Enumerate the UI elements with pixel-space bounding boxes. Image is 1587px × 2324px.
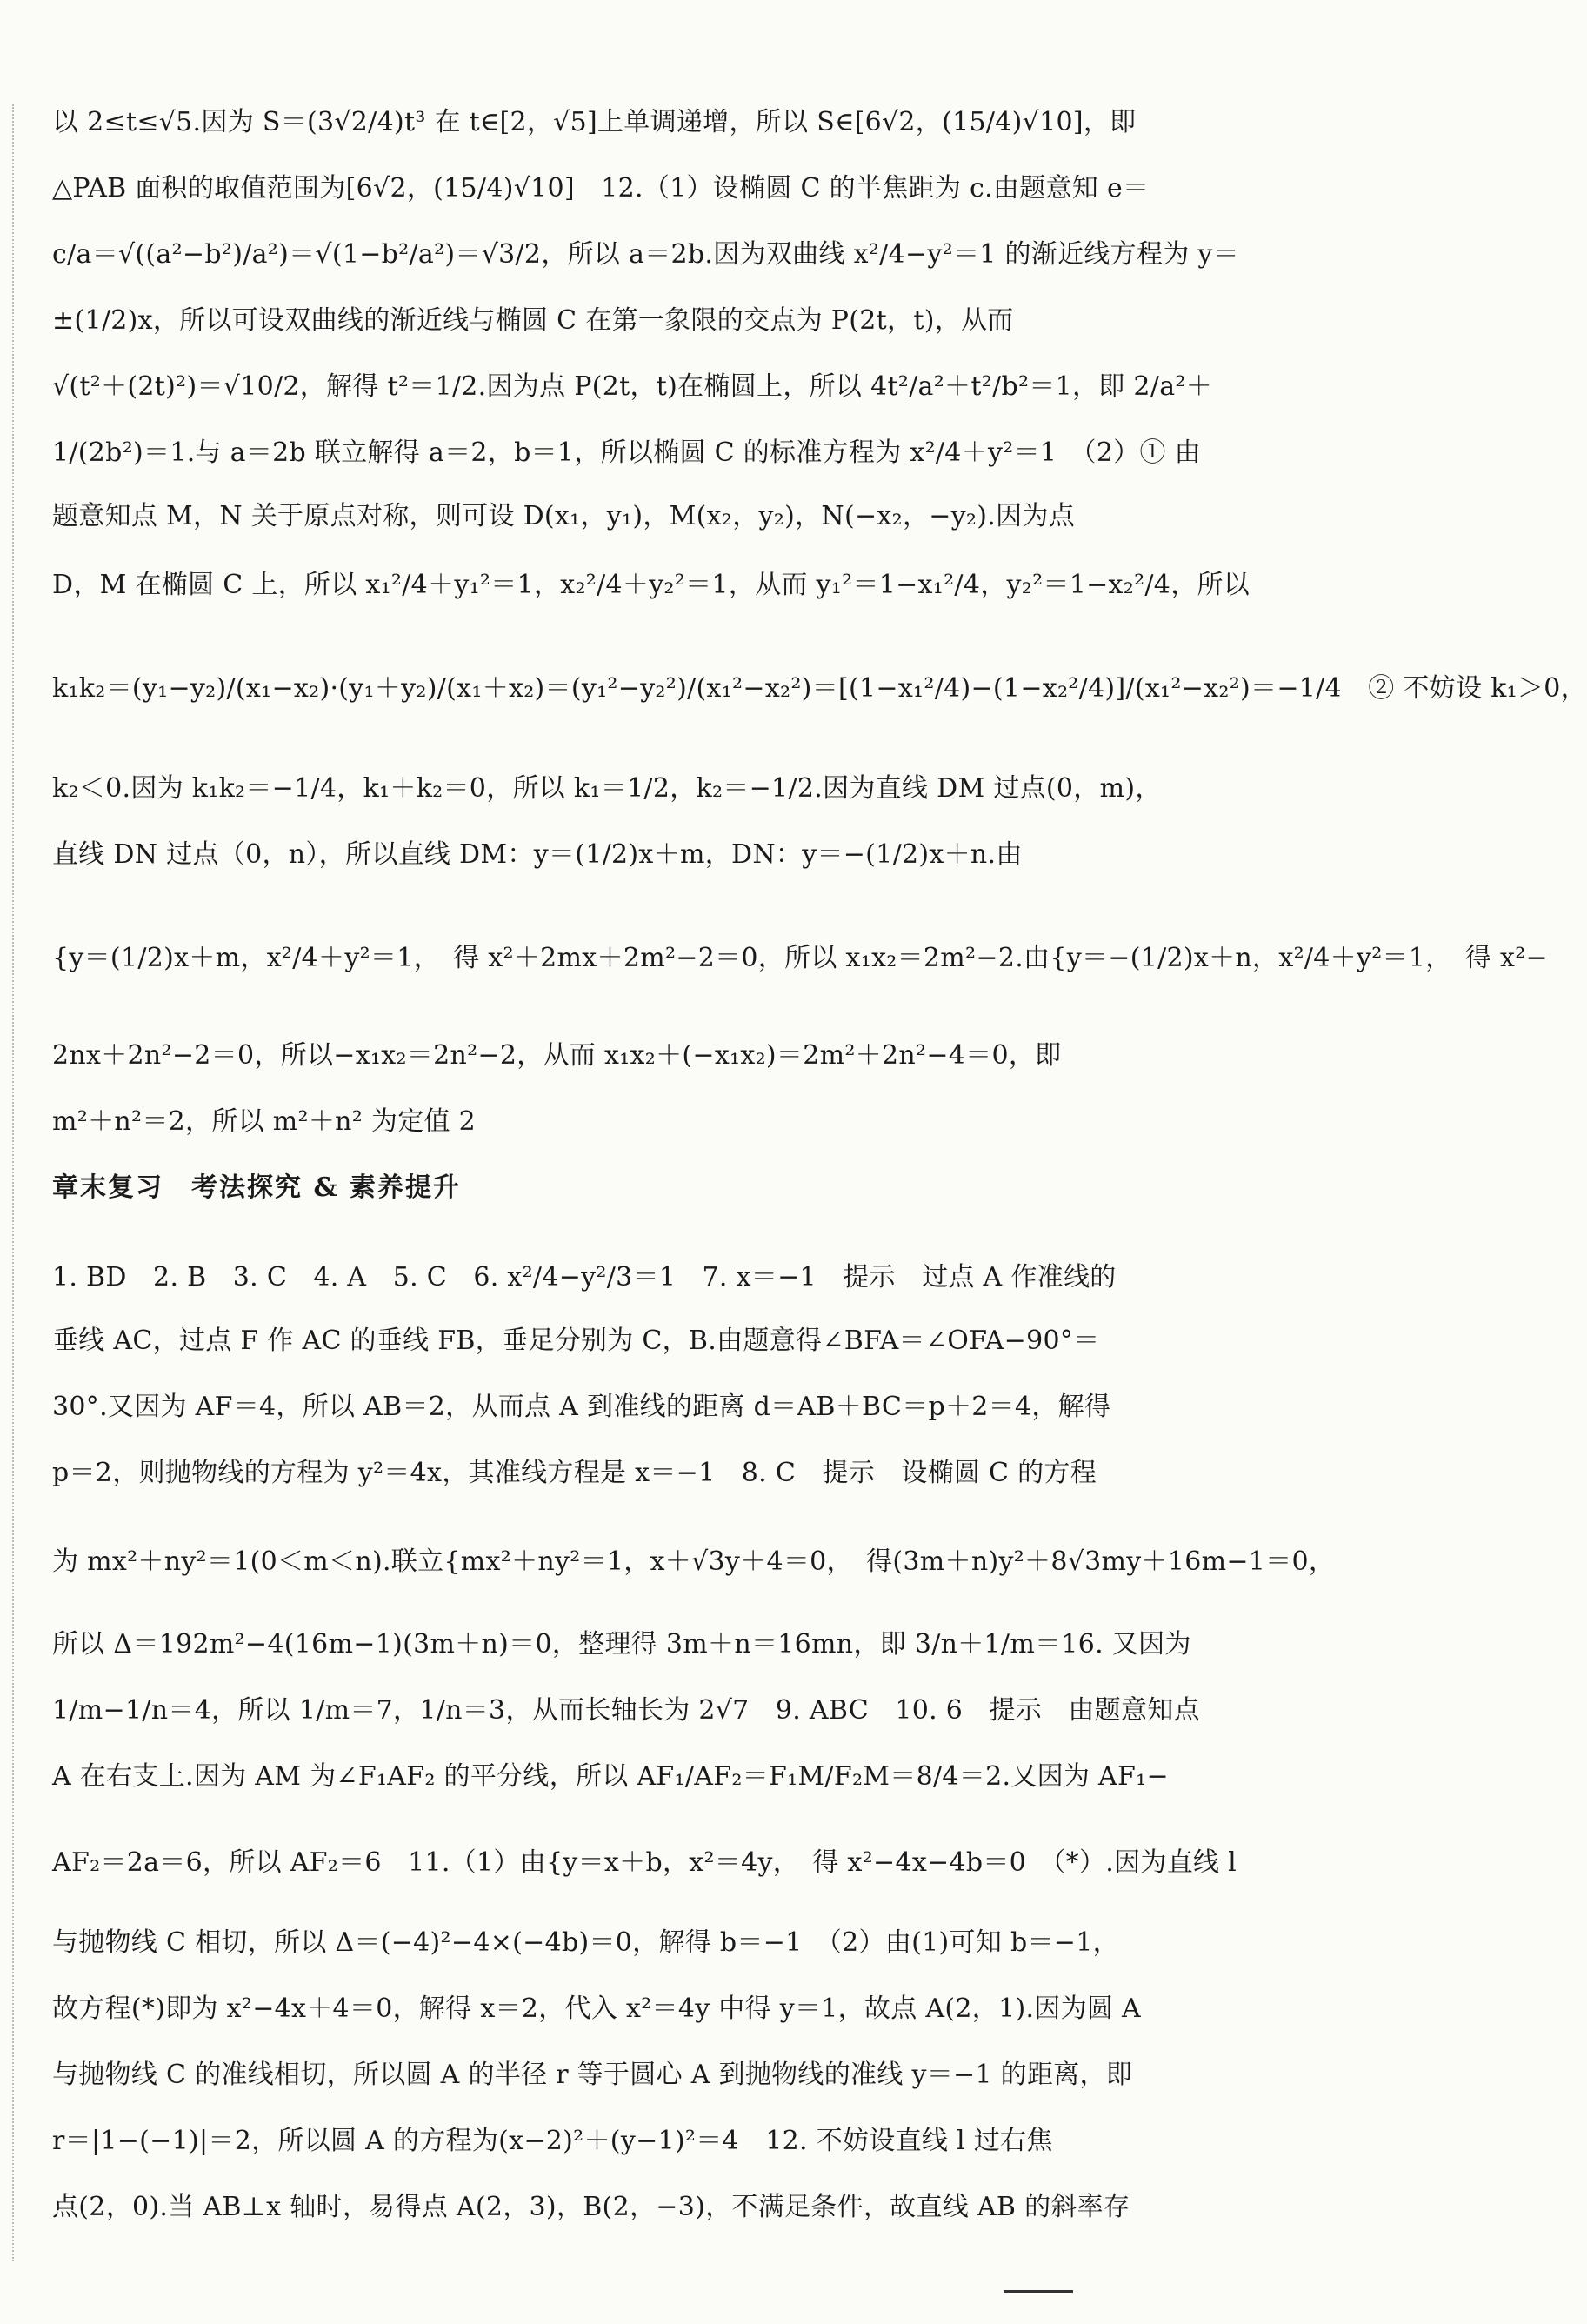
text-line: k₁k₂＝(y₁−y₂)/(x₁−x₂)·(y₁＋y₂)/(x₁＋x₂)＝(y₁²−y₂²)/(x₁²−x₂²)＝[(1−x₁²/4)−(1−x₂²/4)]/(x₁²−x₂²)＝−1/4 ② 不妨设 k₁＞0， bbox=[52, 673, 1587, 704]
text-line: A 在右支上.因为 AM 为∠F₁AF₂ 的平分线，所以 AF₁/AF₂＝F₁M/F₂M＝8/4＝2.又因为 AF₁− bbox=[52, 1761, 1169, 1792]
text-line: 1/(2b²)＝1.与 a＝2b 联立解得 a＝2，b＝1，所以椭圆 C 的标准方程为 x²/4＋y²＝1 （2）① 由 bbox=[52, 437, 1201, 468]
text-line: 30°.又因为 AF＝4，所以 AB＝2，从而点 A 到准线的距离 d＝AB＋BC＝p＋2＝4，解得 bbox=[52, 1392, 1111, 1422]
section-title: 章末复习 考法探究 & 素养提升 bbox=[52, 1172, 461, 1203]
answer-text bbox=[52, 103, 1587, 2256]
text-line: 点(2，0).当 AB⊥x 轴时，易得点 A(2，3)，B(2，−3)，不满足条件，故直线 AB 的斜率存 bbox=[52, 2192, 1130, 2222]
text-line: ±(1/2)x，所以可设双曲线的渐近线与椭圆 C 在第一象限的交点为 P(2t，t)，从而 bbox=[52, 305, 1014, 336]
text-line: 与抛物线 C 的准线相切，所以圆 A 的半径 r 等于圆心 A 到抛物线的准线 y＝−1 的距离，即 bbox=[52, 2060, 1133, 2090]
text-line: p＝2，则抛物线的方程为 y²＝4x，其准线方程是 x＝−1 8. C 提示 设椭圆 C 的方程 bbox=[52, 1458, 1097, 1488]
text-line: 2nx＋2n²−2＝0，所以−x₁x₂＝2n²−2，从而 x₁x₂＋(−x₁x₂)＝2m²＋2n²−4＝0，即 bbox=[52, 1040, 1062, 1071]
text-line: 故方程(*)即为 x²−4x＋4＝0，解得 x＝2，代入 x²＝4y 中得 y＝1，故点 A(2，1).因为圆 A bbox=[52, 1993, 1141, 2024]
text-line: 以 2≤t≤√5.因为 S＝(3√2/4)t³ 在 t∈[2，√5]上单调递增，所以 S∈[6√2，(15/4)√10]，即 bbox=[52, 107, 1137, 137]
text-line: m²＋n²＝2，所以 m²＋n² 为定值 2 bbox=[52, 1106, 477, 1137]
text-line: √(t²＋(2t)²)＝√10/2，解得 t²＝1/2.因为点 P(2t，t)在椭圆上，所以 4t²/a²＋t²/b²＝1，即 2/a²＋ bbox=[52, 371, 1213, 402]
text-line: 垂线 AC，过点 F 作 AC 的垂线 FB，垂足分别为 C，B.由题意得∠BFA＝∠OFA−90°＝ bbox=[52, 1326, 1100, 1356]
text-line: 为 mx²＋ny²＝1(0＜m＜n).联立{mx²＋ny²＝1，x＋√3y＋4＝0， 得(3m＋n)y²＋8√3my＋16m−1＝0， bbox=[52, 1546, 1336, 1577]
text-line: 直线 DN 过点（0，n），所以直线 DM：y＝(1/2)x＋m，DN：y＝−(1/2)x＋n.由 bbox=[52, 839, 1023, 870]
margin-rule bbox=[12, 104, 14, 2261]
text-line: 所以 Δ＝192m²−4(16m−1)(3m＋n)＝0，整理得 3m＋n＝16mn，即 3/n＋1/m＝16. 又因为 bbox=[52, 1629, 1191, 1660]
text-line: c/a＝√((a²−b²)/a²)＝√(1−b²/a²)＝√3/2，所以 a＝2b.因为双曲线 x²/4−y²＝1 的渐近线方程为 y＝ bbox=[52, 239, 1239, 270]
text-line: 题意知点 M，N 关于原点对称，则可设 D(x₁，y₁)，M(x₂，y₂)，N(−x₂，−y₂).因为点 bbox=[52, 501, 1075, 531]
text-line: D，M 在椭圆 C 上，所以 x₁²/4＋y₁²＝1，x₂²/4＋y₂²＝1，从而 y₁²＝1−x₁²/4，y₂²＝1−x₂²/4，所以 bbox=[52, 570, 1250, 600]
text-line: AF₂＝2a＝6，所以 AF₂＝6 11.（1）由{y＝x＋b，x²＝4y， 得 x²−4x−4b＝0 （*）.因为直线 l bbox=[52, 1847, 1237, 1878]
text-line: 与抛物线 C 相切，所以 Δ＝(−4)²−4×(−4b)＝0，解得 b＝−1 （2）由(1)可知 b＝−1， bbox=[52, 1927, 1119, 1958]
text-line: k₂＜0.因为 k₁k₂＝−1/4，k₁＋k₂＝0，所以 k₁＝1/2，k₂＝−1/2.因为直线 DM 过点(0，m)， bbox=[52, 773, 1162, 804]
text-line: 1/m−1/n＝4，所以 1/m＝7，1/n＝3，从而长轴长为 2√7 9. ABC 10. 6 提示 由题意知点 bbox=[52, 1695, 1200, 1726]
text-line: △PAB 面积的取值范围为[6√2，(15/4)√10] 12.（1）设椭圆 C 的半焦距为 c.由题意知 e＝ bbox=[52, 173, 1150, 204]
text-line: {y＝(1/2)x＋m，x²/4＋y²＝1， 得 x²＋2mx＋2m²−2＝0，所以 x₁x₂＝2m²−2.由{y＝−(1/2)x＋n，x²/4＋y²＝1， 得 x²− bbox=[52, 943, 1548, 973]
page-end-mark bbox=[1004, 2290, 1073, 2293]
text-line: r＝|1−(−1)|＝2，所以圆 A 的方程为(x−2)²＋(y−1)²＝4 12. 不妨设直线 l 过右焦 bbox=[52, 2126, 1053, 2156]
text-line: 1. BD 2. B 3. C 4. A 5. C 6. x²/4−y²/3＝1 7. x＝−1 提示 过点 A 作准线的 bbox=[52, 1262, 1117, 1292]
